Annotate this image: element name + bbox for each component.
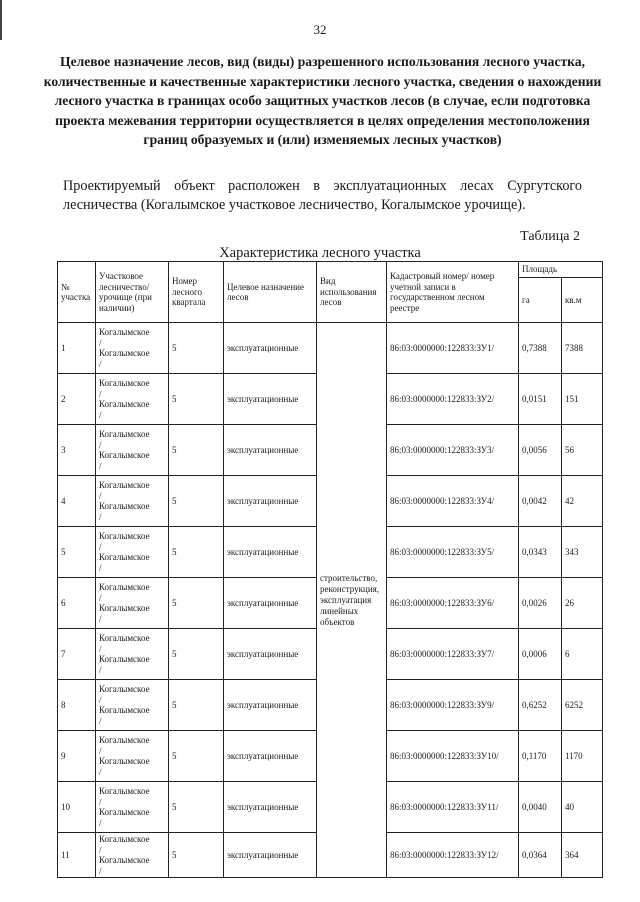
tract-line: Когалымское [99,684,150,694]
cell-cadastral-number: 86:03:0000000:122833:ЗУ7/ [387,629,519,680]
tract-line: / [99,358,102,369]
cell-area-sqm: 6 [562,629,603,680]
cell-cadastral-number: 86:03:0000000:122833:ЗУ5/ [387,527,519,578]
cell-area-sqm: 1170 [562,731,603,782]
cell-cadastral-number: 86:03:0000000:122833:ЗУ3/ [387,425,519,476]
cell-area-sqm: 343 [562,527,603,578]
body-paragraph: Проектируемый объект расположен в эксплуатационных лесах Сургутского лесничества (Когалымское участковое лесничество, Когалымское урочище). [63,178,582,213]
cell-area-ha: 0,0343 [519,527,562,578]
header-forestry-tract: Участковое лесничество/ урочище (при наличии) [96,262,169,323]
tract-line: / [99,439,102,450]
table-row [58,323,603,374]
cell-area-ha: 0,6252 [519,680,562,731]
tract-line: Когалымское [99,501,150,511]
cell-plot-number: 7 [58,629,96,680]
cell-forest-purpose: эксплуатационные [224,731,317,782]
tract-line: / [99,562,102,573]
tract-line: Когалымское [99,378,150,388]
tract-line: Когалымское [99,582,150,592]
cell-cadastral-number: 86:03:0000000:122833:ЗУ12/ [387,833,519,878]
header-forest-purpose: Целевое назначение лесов [224,262,317,323]
cell-area-sqm: 40 [562,782,603,833]
tract-line: / [99,460,102,471]
cell-plot-number: 6 [58,578,96,629]
cell-plot-number: 2 [58,374,96,425]
tract-line: Когалымское [99,633,150,643]
cell-forest-purpose: эксплуатационные [224,680,317,731]
cell-plot-number: 4 [58,476,96,527]
cell-forestry-tract [96,782,169,833]
tract-line: Когалымское [99,429,150,439]
tract-line: / [99,817,102,828]
tract-line: / [99,643,102,654]
tract-line: / [99,865,102,876]
tract-line: Когалымское [99,531,150,541]
tract-line: / [99,409,102,420]
tract-line: / [99,715,102,726]
cell-plot-number: 1 [58,323,96,374]
tract-line: Когалымское [99,348,150,358]
cell-forest-purpose: эксплуатационные [224,476,317,527]
cell-cadastral-number: 86:03:0000000:122833:ЗУ1/ [387,323,519,374]
header-area-ha: га [519,278,562,323]
cell-quarter-number: 5 [169,680,224,731]
cell-area-sqm: 56 [562,425,603,476]
tract-line: Когалымское [99,450,150,460]
cell-cadastral-number: 86:03:0000000:122833:ЗУ11/ [387,782,519,833]
tract-line: / [99,844,102,855]
tract-line: / [99,745,102,756]
cell-forestry-tract [96,680,169,731]
cell-forest-purpose: эксплуатационные [224,833,317,878]
cell-plot-number: 10 [58,782,96,833]
cell-forest-purpose: эксплуатационные [224,374,317,425]
tract-line: Когалымское [99,807,150,817]
cell-forest-purpose: эксплуатационные [224,425,317,476]
cell-area-sqm: 364 [562,833,603,878]
cell-forest-purpose: эксплуатационные [224,527,317,578]
cell-quarter-number: 5 [169,578,224,629]
tract-line: Когалымское [99,855,150,865]
cell-forest-use: строительство, реконструкция, эксплуатация линейных объектов [317,323,387,878]
cell-forest-purpose: эксплуатационные [224,629,317,680]
cell-area-ha: 0,1170 [519,731,562,782]
tract-line: / [99,613,102,624]
cell-cadastral-number: 86:03:0000000:122833:ЗУ4/ [387,476,519,527]
cell-forestry-tract [96,476,169,527]
cell-area-ha: 0,0056 [519,425,562,476]
cell-cadastral-number: 86:03:0000000:122833:ЗУ10/ [387,731,519,782]
page-number: 32 [313,22,327,37]
cell-plot-number: 11 [58,833,96,878]
cell-area-sqm: 151 [562,374,603,425]
tract-line: Когалымское [99,327,150,337]
tract-line: / [99,694,102,705]
cell-area-sqm: 42 [562,476,603,527]
cell-area-ha: 0,0040 [519,782,562,833]
cell-quarter-number: 5 [169,782,224,833]
header-quarter-number: Номер лесного квартала [169,262,224,323]
tract-line: Когалымское [99,603,150,613]
tract-line: Когалымское [99,705,150,715]
tract-line: / [99,511,102,522]
header-area: Площадь [519,262,603,278]
cell-quarter-number: 5 [169,476,224,527]
cell-forestry-tract [96,731,169,782]
cell-quarter-number: 5 [169,629,224,680]
forest-plot-table [57,261,603,878]
cell-forestry-tract [96,323,169,374]
cell-plot-number: 8 [58,680,96,731]
cell-area-ha: 0,0151 [519,374,562,425]
cell-area-ha: 0,0006 [519,629,562,680]
cell-forestry-tract [96,374,169,425]
cell-cadastral-number: 86:03:0000000:122833:ЗУ6/ [387,578,519,629]
cell-plot-number: 3 [58,425,96,476]
cell-quarter-number: 5 [169,731,224,782]
header-area-sqm: кв.м [562,278,603,323]
cell-area-ha: 0,0364 [519,833,562,878]
cell-area-ha: 0,0042 [519,476,562,527]
table-label: Таблица 2 [520,229,580,244]
tract-line: Когалымское [99,735,150,745]
cell-quarter-number: 5 [169,425,224,476]
tract-line: / [99,592,102,603]
cell-quarter-number: 5 [169,833,224,878]
cell-forestry-tract [96,629,169,680]
tract-line: Когалымское [99,756,150,766]
cell-area-sqm: 6252 [562,680,603,731]
cell-cadastral-number: 86:03:0000000:122833:ЗУ2/ [387,374,519,425]
tract-line: / [99,766,102,777]
tract-line: Когалымское [99,834,150,844]
tract-line: Когалымское [99,786,150,796]
cell-area-ha: 0,7388 [519,323,562,374]
header-cadastral-number: Кадастровый номер/ номер учетной записи в государственном лесном реестре [387,262,519,323]
section-heading: Целевое назначение лесов, вид (виды) разрешенного использования лесного участка, количественные и качественные характеристики лесного участка, сведения о нахождении лесного участка в границах особо защитных участков лесов (в случае, если подготовка проекта межевания территории осуществляется в целях определения местоположения границ образуемых и (или) изменяемых лесных участков) [43,54,602,147]
cell-quarter-number: 5 [169,374,224,425]
tract-line: / [99,541,102,552]
cell-forestry-tract [96,578,169,629]
tract-line: / [99,388,102,399]
tract-line: Когалымское [99,552,150,562]
cell-quarter-number: 5 [169,323,224,374]
cell-area-sqm: 26 [562,578,603,629]
tract-line: / [99,664,102,675]
cell-plot-number: 9 [58,731,96,782]
tract-line: / [99,337,102,348]
tract-line: / [99,490,102,501]
tract-line: Когалымское [99,480,150,490]
cell-forest-purpose: эксплуатационные [224,782,317,833]
cell-forestry-tract [96,425,169,476]
cell-forestry-tract [96,527,169,578]
cell-plot-number: 5 [58,527,96,578]
tract-line: / [99,796,102,807]
cell-quarter-number: 5 [169,527,224,578]
cell-forest-purpose: эксплуатационные [224,323,317,374]
header-forest-use: Вид использования лесов [317,262,387,323]
cell-area-sqm: 7388 [562,323,603,374]
cell-cadastral-number: 86:03:0000000:122833:ЗУ9/ [387,680,519,731]
cell-forestry-tract [96,833,169,878]
cell-area-ha: 0,0026 [519,578,562,629]
header-plot-number: № участка [58,262,96,323]
tract-line: Когалымское [99,399,150,409]
cell-forest-purpose: эксплуатационные [224,578,317,629]
tract-line: Когалымское [99,654,150,664]
table-body [58,323,603,878]
table-caption: Характеристика лесного участка [219,245,421,261]
